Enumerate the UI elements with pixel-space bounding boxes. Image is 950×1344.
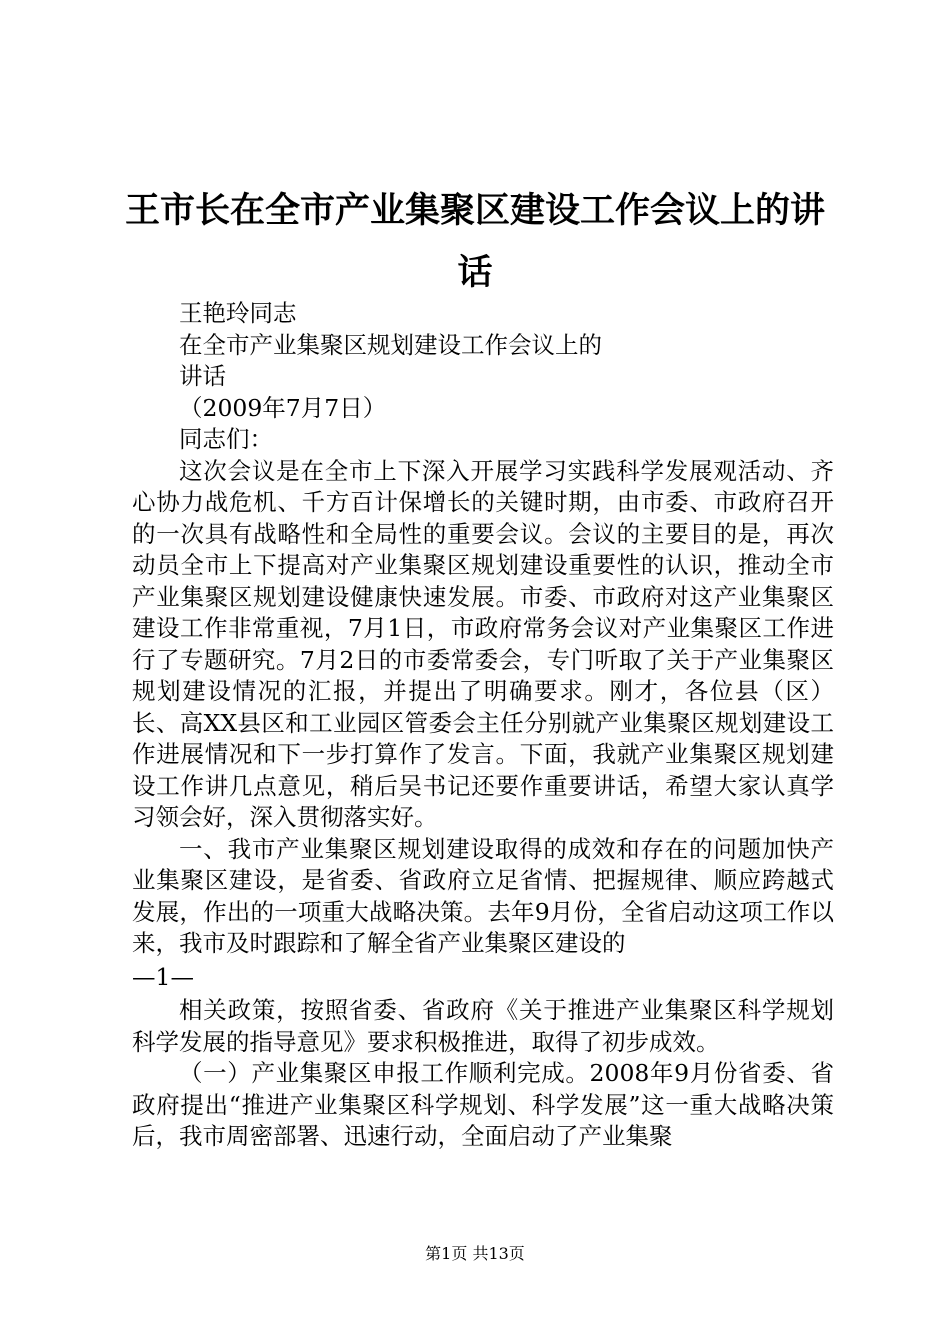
paragraph-4: （一）产业集聚区申报工作顺利完成。2008年9月份省委、省政府提出“推进产业集聚区科学规划、科学发展”这一重大战略决策后，我市周密部署、迅速行动，全面启动了产业集聚 [132, 1059, 834, 1150]
page-footer: 第1页 共13页 [425, 1244, 525, 1263]
document-title: 王市长在全市产业集聚区建设工作会议上的讲话 [124, 191, 825, 293]
paragraph-1: 这次会议是在全市上下深入开展学习实践科学发展观活动、齐心协力战危机、千方百计保增长的关键时期，由市委、市政府召开的一次具有战略性和全局性的重要会议。会议的主要目的是，再次动员全市上下提高对产业集聚区规划建设重要性的认识，推动全市产业集聚区规划建设健康快速发展。市委、市政府对这产业集聚区建设工作非常重视，7月1日，市政府常务会议对产业集聚区工作进行了专题研究。7月2日的市委常委会，专门听取了关于产业集聚区规划建设情况的汇报，并提出了明确要求。刚才，各位县（区）长、高XX县区和工业园区管委会主任分别就产业集聚区规划建设工作进展情况和下一步打算作了发言。下面，我就产业集聚区规划建设工作讲几点意见，稍后吴书记还要作重要讲话，希望大家认真学习领会好，深入贯彻落实好。 [132, 456, 834, 831]
paragraph-2: 一、我市产业集聚区规划建设取得的成效和存在的问题加快产业集聚区建设，是省委、省政府立足省情、把握规律、顺应跨越式发展，作出的一项重大战略决策。去年9月份，全省启动这项工作以来，我市及时跟踪和了解全省产业集聚区建设的 [132, 834, 834, 957]
date-line: （2009年7月7日） [179, 393, 387, 422]
subtitle-line-2: 讲话 [179, 362, 226, 390]
page-marker: —1— [132, 962, 194, 991]
paragraph-3: 相关政策，按照省委、省政府《关于推进产业集聚区科学规划科学发展的指导意见》要求积极推进，取得了初步成效。 [132, 996, 834, 1056]
salutation: 同志们： [179, 425, 273, 453]
author-line: 王艳玲同志 [179, 299, 297, 327]
subtitle-line-1: 在全市产业集聚区规划建设工作会议上的 [179, 330, 602, 359]
document-body [132, 298, 834, 1153]
